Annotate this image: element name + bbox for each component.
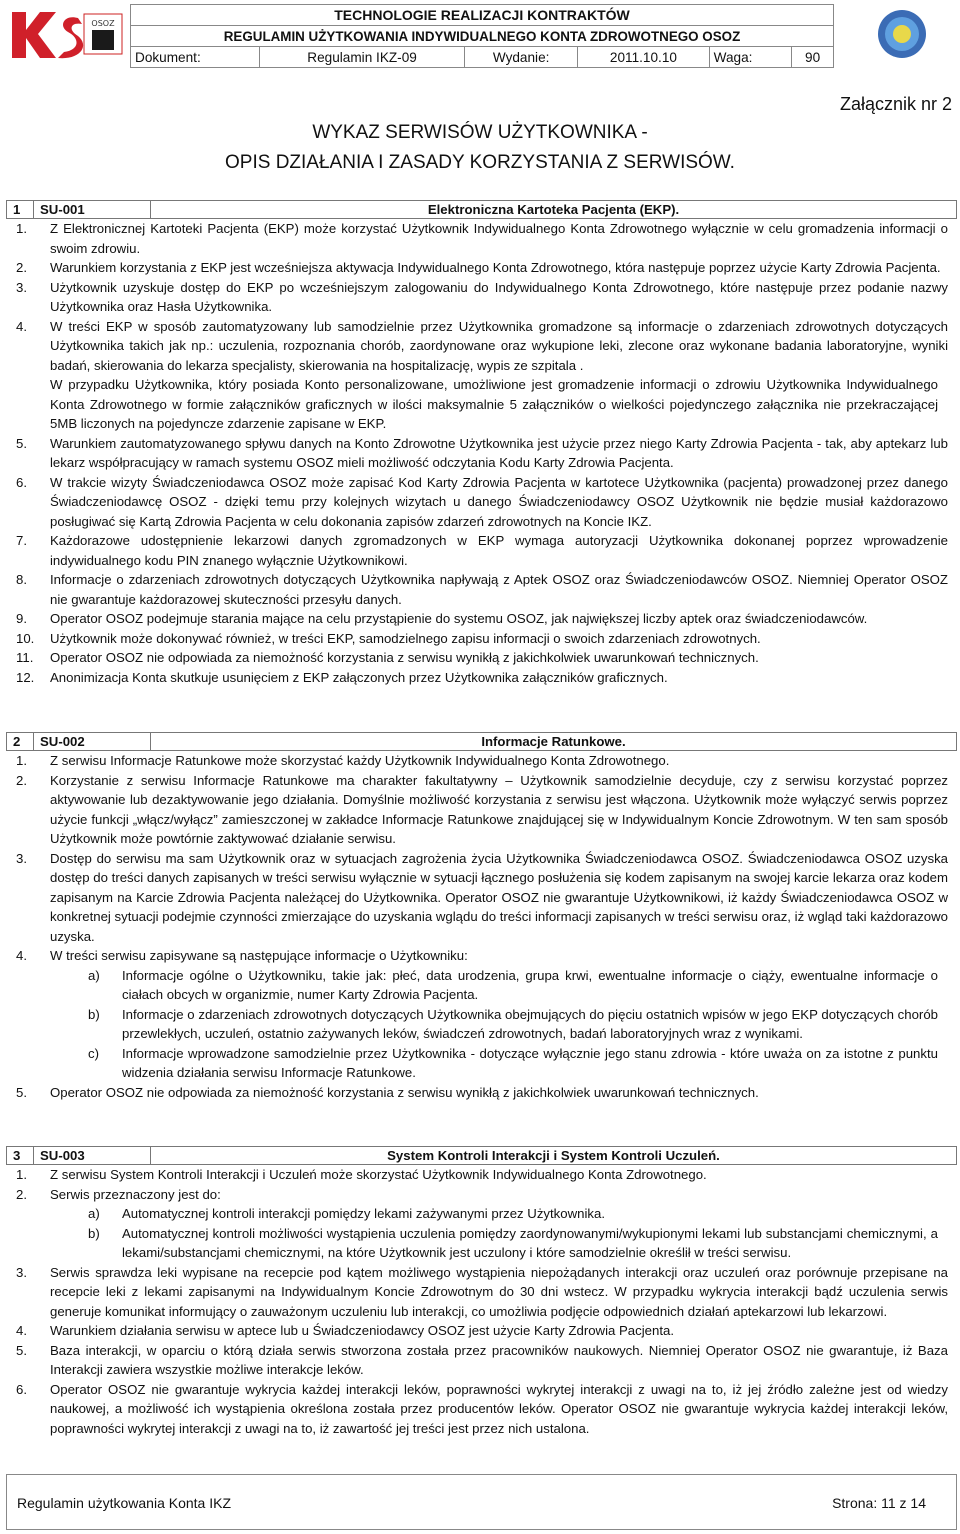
item-number: 10. [16,630,35,646]
edition-value: 2011.10.10 [578,47,709,68]
item-number: 5. [16,1084,27,1100]
item-number: 2. [16,1186,27,1202]
item-text: Serwis przeznaczony jest do: [50,1186,221,1202]
list-item [6,278,958,317]
list-item [6,1083,958,1103]
item-text: Z Elektronicznej Kartoteki Pacjenta (EKP) może korzystać Użytkownik Indywidualnego Konta Zdrowotnego wyłącznie w celu gromadzenia informacji o swoim zdrowiu. [50,221,948,256]
sub-item-letter: b) [88,1006,100,1022]
item-text: Warunkiem zautomatyzowanego spływu danych na Konto Zdrowotne Użytkownika jest użycie przez niego Karty Zdrowia Pacjenta - tak, aby aptekarz lub lekarz współpracujący w ramach systemu OSOZ mieli możliwość odczytania Kodu Karty Zdrowia Pacjenta. [50,435,948,470]
item-number: 3. [16,279,27,295]
section-code: SU-003 [34,1147,151,1165]
sub-list [6,1204,948,1263]
section-header [6,732,957,751]
sub-item-letter: a) [88,967,100,983]
list-item [6,317,958,376]
item-number: 4. [16,318,27,334]
item-number: 8. [16,572,27,587]
sub-item-letter: c) [88,1045,99,1061]
section-su-001 [6,200,958,687]
item-number: 7. [16,533,27,548]
item-text: Operator OSOZ nie odpowiada za niemożność korzystania z serwisu wynikłą z jakichkolwiek uwarunkowań technicznych. [50,650,759,665]
title-line-1: WYKAZ SERWISÓW UŻYTKOWNIKA - [312,122,648,143]
sub-list-wrapper [6,966,958,1083]
section-code: SU-002 [34,733,151,751]
section-number: 2 [7,733,34,751]
list-item [6,849,958,947]
item-number: 5. [16,1342,27,1358]
item-text: Warunkiem korzystania z EKP jest wcześniejsza aktywacja Indywidualnego Konta Zdrowotnego, która następuje poprzez użycie Karty Zdrowia Pacjenta. [50,260,941,275]
item-text: Operator OSOZ nie odpowiada za niemożność korzystania z serwisu wynikłą z jakichkolwiek uwarunkowań technicznych. [50,1084,759,1100]
item-text: W treści serwisu zapisywane są następujące informacje o Użytkowniku: [50,948,468,963]
list-item [6,531,958,570]
item-text: Korzystanie z serwisu Informacje Ratunkowe ma charakter fakultatywny – Użytkownik samodzielnie decyduje, czy z serwisu korzystać poprzez aktywowanie lub dezaktywowanie jego działania. Domyślnie możliwość korzystania z serwisu jest włączona. Użytkownik może wyłączyć serwis poprzez użycie funkcji „włącz/wyłącz” zamieszczonej w zakładce Informacje Ratunkowe znajdującej się w Indywidualnym Koncie Zdrowotnym. W ten sam sposób Użytkownik może powtórnie zaktywować działanie serwisu. [50,772,948,846]
section-su-003 [6,1146,958,1438]
item-number: 3. [16,850,27,866]
item-number: 6. [16,474,27,490]
list-item [6,1165,958,1185]
item-extra-text: W przypadku Użytkownika, który posiada Konto personalizowane, umożliwione jest gromadzenie informacji o zdrowiu Użytkownika Indywidualnego Konta Zdrowotnego w formie załączników graficznych w ilości maksymalnie 5 załączników o wielkości pojedynczego załącznika nie przekraczającej 5MB liczonych na pojedyncze zdarzenie zapisane w EKP. [50,377,938,431]
list-item [6,609,958,629]
item-text: Użytkownik uzyskuje dostęp do EKP po wcześniejszym zalogowaniu do Indywidualnego Konta Zdrowotnego, które następuje przez podanie nazwy Użytkownika oraz Hasła Użytkownika. [50,279,948,314]
item-number: 1. [16,753,27,768]
item-text: Użytkownik może dokonywać również, w treści EKP, samodzielnego zapisu informacji o swoich zdarzeniach zdrowotnych. [50,630,761,646]
item-text: Każdorazowe udostępnienie lekarzowi danych zgromadzonych w EKP wymaga autoryzacji Użytkownika dokonanej poprzez wprowadzenie indywidualnego kodu PIN znanego wyłącznie Użytkownikowi. [50,533,948,568]
list-item [6,668,958,688]
item-number: 2. [16,772,27,788]
item-text: Operator OSOZ podejmuje starania mające na celu przystąpienie do systemu OSOZ, jak największej liczby aptek oraz świadczeniodawców. [50,611,868,626]
sub-item-text: Informacje wprowadzone samodzielnie przez Użytkownika - dotyczące wyłącznie jego stanu zdrowia - które uważa on za istotne z punktu widzenia działania serwisu Informacje Ratunkowe. [122,1045,938,1080]
item-list [6,751,958,1102]
item-number: 12. [16,669,35,685]
header-subtitle: REGULAMIN UŻYTKOWANIA INDYWIDUALNEGO KONTA ZDROWOTNEGO OSOZ [131,26,834,47]
item-text: Z serwisu System Kontroli Interakcji i Uczuleń może skorzystać Użytkownik Indywidualnego Konta Zdrowotnego. [50,1167,707,1182]
list-item [6,771,958,849]
item-number: 6. [16,1381,27,1397]
item-number: 1. [16,221,27,236]
header-table [130,4,834,68]
item-text: Z serwisu Informacje Ratunkowe może skorzystać każdy Użytkownik Indywidualnego Konta Zdrowotnego. [50,753,670,768]
list-item [6,1185,958,1205]
item-number: 2. [16,260,27,275]
item-number: 3. [16,1264,27,1280]
item-text: Operator OSOZ nie gwarantuje wykrycia każdej interakcji leków, poprawności wykrytej interakcji z uwagi na to, iż jej źródło zależne jest od wiedzy naukowej, a możliwość ich wystąpienia określona została przez producentów leków. Operator OSOZ nie gwarantuje wykrycia każdej interakcji leków, poprawności wykrytej interakcji z uwagi na to, iż zawartość jej treści jest przez nich ustalona. [50,1381,948,1436]
section-header [6,1146,957,1165]
weight-label: Waga: [709,47,792,68]
section-code: SU-001 [34,201,151,219]
item-text: W treści EKP w sposób zautomatyzowany lub samodzielnie przez Użytkownika gromadzone są informacje o zdarzeniach zdrowotnych dotyczących Użytkownika takich jak np.: uczulenia, rozpoznania chorób, zaordynowane oraz wykupione leki, zlecone oraz wykonane badania laboratoryjne, wyniki badań, skierowania do lekarza specjalisty, skierowania na hospitalizację, wypis ze szpitala . [50,318,948,373]
sub-list-wrapper [6,1204,958,1263]
sub-list [6,966,948,1083]
sub-list-item [6,1005,948,1044]
sub-list-item [6,1204,948,1224]
logo-text: OSOZ [91,19,115,28]
section-name: Informacje Ratunkowe. [151,733,957,751]
section-name: System Kontroli Interakcji i System Kontroli Uczuleń. [151,1147,957,1165]
doc-label: Dokument: [131,47,260,68]
sub-item-text: Informacje o zdarzeniach zdrowotnych dotyczących Użytkownika obejmujących do pięciu ostatnich wpisów w jego EKP dotyczących chorób przewlekłych, uczuleń, ostatnio zażywanych leków, świadczeń zdrowotnych, badań laboratoryjnych wraz z wynikami. [122,1006,938,1041]
list-item-continuation [6,375,958,434]
section-header [6,200,957,219]
sub-item-letter: a) [88,1206,100,1221]
title-line-2: OPIS DZIAŁANIA I ZASADY KORZYSTANIA Z SERWISÓW. [225,152,735,173]
item-number: 4. [16,1323,27,1338]
page-footer [6,1474,957,1530]
sub-list-item [6,966,948,1005]
section-number: 1 [7,201,34,219]
doc-value: Regulamin IKZ-09 [260,47,465,68]
sub-item-text: Informacje ogólne o Użytkowniku, takie jak: płeć, data urodzenia, grupa krwi, ewentualne informacje o ciąży, ewentualne informacje o ciałach obcych w organizmie, numer Karty Zdrowia Pacjenta. [122,967,938,1002]
footer-document-name: Regulamin użytkowania Konta IKZ [17,1495,231,1511]
list-item [6,751,958,771]
item-number: 5. [16,435,27,451]
section-su-002 [6,732,958,1102]
list-item [6,1380,958,1439]
item-number: 4. [16,948,27,963]
list-item [6,570,958,609]
list-item [6,473,958,532]
list-item [6,434,958,473]
item-number: 11. [16,650,34,665]
sub-list-item [6,1044,948,1083]
list-item [6,946,958,966]
item-text: Warunkiem działania serwisu w aptece lub u Świadczeniodawcy OSOZ jest użycie Karty Zdrowia Pacjenta. [50,1323,674,1338]
list-item [6,1321,958,1341]
document-header [4,2,956,66]
item-text: Anonimizacja Konta skutkuje usunięciem z EKP załączonych przez Użytkownika załączników graficznych. [50,669,668,685]
footer-page-number: Strona: 11 z 14 [832,1495,926,1511]
ks-logo-icon [8,6,126,62]
item-text: Informacje o zdarzeniach zdrowotnych dotyczących Użytkownika napływają z Aptek OSOZ oraz Świadczeniodawców OSOZ. Niemniej Operator OSOZ nie gwarantuje każdorazowej skuteczności przesyłu danych. [50,572,948,607]
item-number: 1. [16,1167,27,1182]
list-item [6,1263,958,1322]
item-text: W trakcie wizyty Świadczeniodawca OSOZ może zapisać Kod Karty Zdrowia Pacjenta w kartotece Użytkownika (pacjenta) prowadzonej przez danego Świadczeniodawcę OSOZ - dzięki temu przy kolejnych wizytach u danego Świadczeniodawcy OSOZ Użytkownik nie będzie musiał każdorazowo posługiwać się Kartą Zdrowia Pacjenta w celu dokonania zapisów zdarzeń zdrowotnych na Koncie IKZ. [50,474,948,529]
attachment-label: Załącznik nr 2 [839,94,952,114]
item-text: Baza interakcji, w oparciu o którą działa serwis stworzona została przez pracowników naukowych. Niemniej Operator OSOZ nie gwarantuje, iż Baza Interakcji zawiera wszystkie możliwe interakcje leków. [50,1342,948,1377]
section-number: 3 [7,1147,34,1165]
sub-item-letter: b) [88,1225,100,1241]
list-item [6,258,958,278]
section-name: Elektroniczna Kartoteka Pacjenta (EKP). [151,201,957,219]
item-number: 9. [16,611,27,626]
header-title: TECHNOLOGIE REALIZACJI KONTRAKTÓW [131,5,834,26]
weight-value: 90 [792,47,834,68]
item-list [6,1165,958,1438]
sub-item-text: Automatycznej kontroli interakcji pomiędzy lekami zażywanymi przez Użytkownika. [122,1206,605,1221]
globe-logo-icon [850,6,954,62]
list-item [6,648,958,668]
page-title [190,118,770,178]
sub-list-item [6,1224,948,1263]
edition-label: Wydanie: [465,47,578,68]
item-text: Serwis sprawdza leki wypisane na recepcie pod kątem możliwego wystąpienia niepożądanych interakcji oraz uczuleń oraz porównuje przepisane na recepcie leki z lekami zapisanymi na Indywidualnym Koncie Zdrowotnym do 30 dni wstecz. W przypadku wykrycia interakcji bądź uczulenia serwis generuje komunikat informujący o zauważonym uczuleniu lub interakcji, co umożliwia podjęcie odpowiednich działań aptekarzowi lub lekarzowi. [50,1264,948,1319]
list-item [6,219,958,258]
list-item [6,629,958,649]
item-text: Dostęp do serwisu ma sam Użytkownik oraz w sytuacjach zagrożenia życia Użytkownika Świadczeniodawca OSOZ. Świadczeniodawca OSOZ uzyska dostęp do treści danych zapisanych w treści serwisu wyłącznie w sytuacji łącznego posłużenia się kodem zapisanym na swojej karcie lekarza oraz kodem zapisanym na Karcie Zdrowia Pacjenta należącej do Użytkownika. Operator OSOZ nie gwarantuje Użytkownikowi, iż każdy Świadczeniodawca OSOZ w konkretnej sytuacji podejmie czynności zmierzające do uzyskania wglądu do treści informacji zapisanych w treści serwisu oraz, iż wgląd taki każdorazowo uzyska. [50,850,948,944]
list-item [6,1341,958,1380]
sub-item-text: Automatycznej kontroli możliwości wystąpienia uczulenia pomiędzy zaordynowanymi/wykupionymi lekami lub substancjami chemicznymi, a lekami/substancjami chemicznymi, na które Użytkownik jest uczulony i które samodzielnie określił w treści serwisu. [122,1225,938,1260]
item-list [6,219,958,687]
